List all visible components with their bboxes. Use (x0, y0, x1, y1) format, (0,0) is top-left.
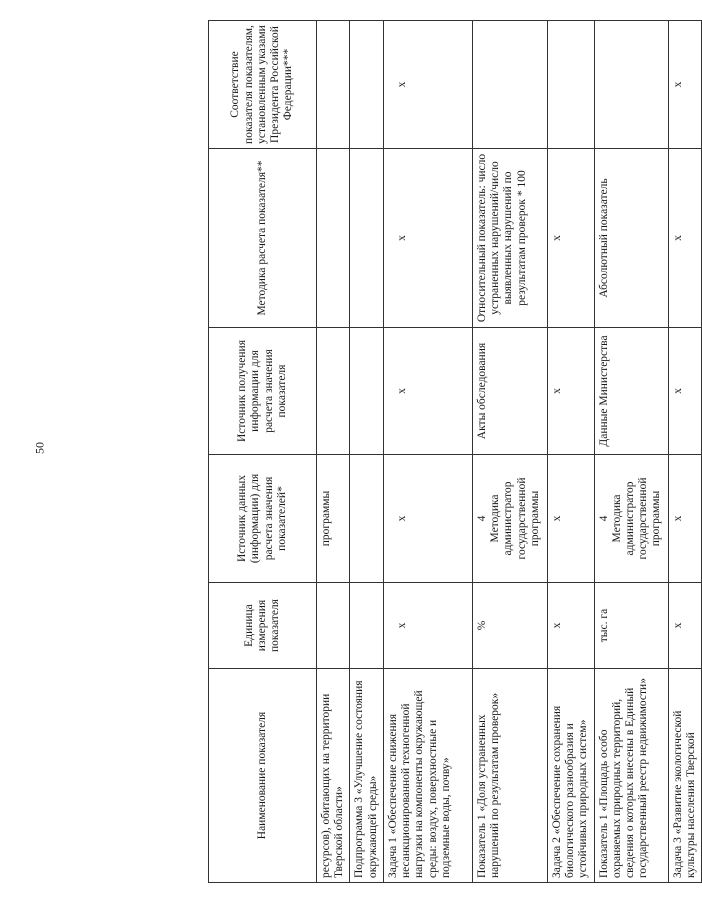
header-unit: Единица измерения показателя (209, 583, 317, 669)
row-match (547, 21, 594, 149)
row-name: Показатель 1 «Площадь особо охраняемых природных территорий, сведения о которых внесены в Единый государственный реестр недвижимости» (594, 669, 668, 883)
row-name: Задача 2 «Обеспечение сохранения биологического разнообразия и устойчивых природных систем» (547, 669, 594, 883)
row-source: х (383, 455, 472, 583)
table-header-row (209, 21, 317, 883)
row-unit: тыс. га (594, 583, 668, 669)
row-name: Показатель 1 «Доля устраненных нарушений по результатам проверок» (472, 669, 547, 883)
row-method: х (383, 149, 472, 328)
table-row (317, 21, 350, 883)
row-source: 4 Методика администратор государственной программы (472, 455, 547, 583)
row-unit: х (547, 583, 594, 669)
table-row (383, 21, 472, 883)
page-number: 50 (32, 442, 47, 454)
header-source: Источник данных (информации) для расчета значения показателей* (209, 455, 317, 583)
row-unit: х (668, 583, 701, 669)
row-source: программы (317, 455, 350, 583)
row-name: Задача 1 «Обеспечение снижения несанкционированной техногенной нагрузки на компоненты окружающей среды: воздух, поверхностные и подземные воды, почву» (383, 669, 472, 883)
row-method: х (668, 149, 701, 328)
row-method: Относительный показатель: число устраненных нарушений/число выявленных нарушений по результатам проверок * 100 (472, 149, 547, 328)
table-row (668, 21, 701, 883)
row-match (350, 21, 383, 149)
row-info: х (547, 328, 594, 455)
row-name: Задача 3 «Развитие экологической культуры населения Тверской (668, 669, 701, 883)
indicators-table (208, 20, 702, 883)
row-name: ресурсов), обитающих на территории Тверской области» (317, 669, 350, 883)
row-method: Абсолютный показатель (594, 149, 668, 328)
row-method: х (547, 149, 594, 328)
row-unit: % (472, 583, 547, 669)
row-info (317, 328, 350, 455)
row-info (350, 328, 383, 455)
table-row (350, 21, 383, 883)
row-source: х (547, 455, 594, 583)
header-method: Методика расчета показателя** (209, 149, 317, 328)
row-source (350, 455, 383, 583)
header-name: Наименование показателя (209, 669, 317, 883)
row-match: х (668, 21, 701, 149)
rotated-table-container (208, 21, 697, 883)
row-unit (350, 583, 383, 669)
header-info: Источник получения информации для расчета значения показателя (209, 328, 317, 455)
row-info: х (383, 328, 472, 455)
row-match (472, 21, 547, 149)
row-match (594, 21, 668, 149)
row-info: Данные Министерства (594, 328, 668, 455)
table-row (594, 21, 668, 883)
row-match: х (383, 21, 472, 149)
row-info: Акты обследования (472, 328, 547, 455)
row-source: 4 Методика администратор государственной программы (594, 455, 668, 583)
row-source: х (668, 455, 701, 583)
table-row (547, 21, 594, 883)
row-info: х (668, 328, 701, 455)
row-method (350, 149, 383, 328)
row-match (317, 21, 350, 149)
table-row (472, 21, 547, 883)
header-match: Соответствие показателя показателям, установленным указами Президента Российской Федерации*** (209, 21, 317, 149)
row-unit: х (383, 583, 472, 669)
row-name: Подпрограмма 3 «Улучшение состояния окружающей среды» (350, 669, 383, 883)
row-method (317, 149, 350, 328)
row-unit (317, 583, 350, 669)
